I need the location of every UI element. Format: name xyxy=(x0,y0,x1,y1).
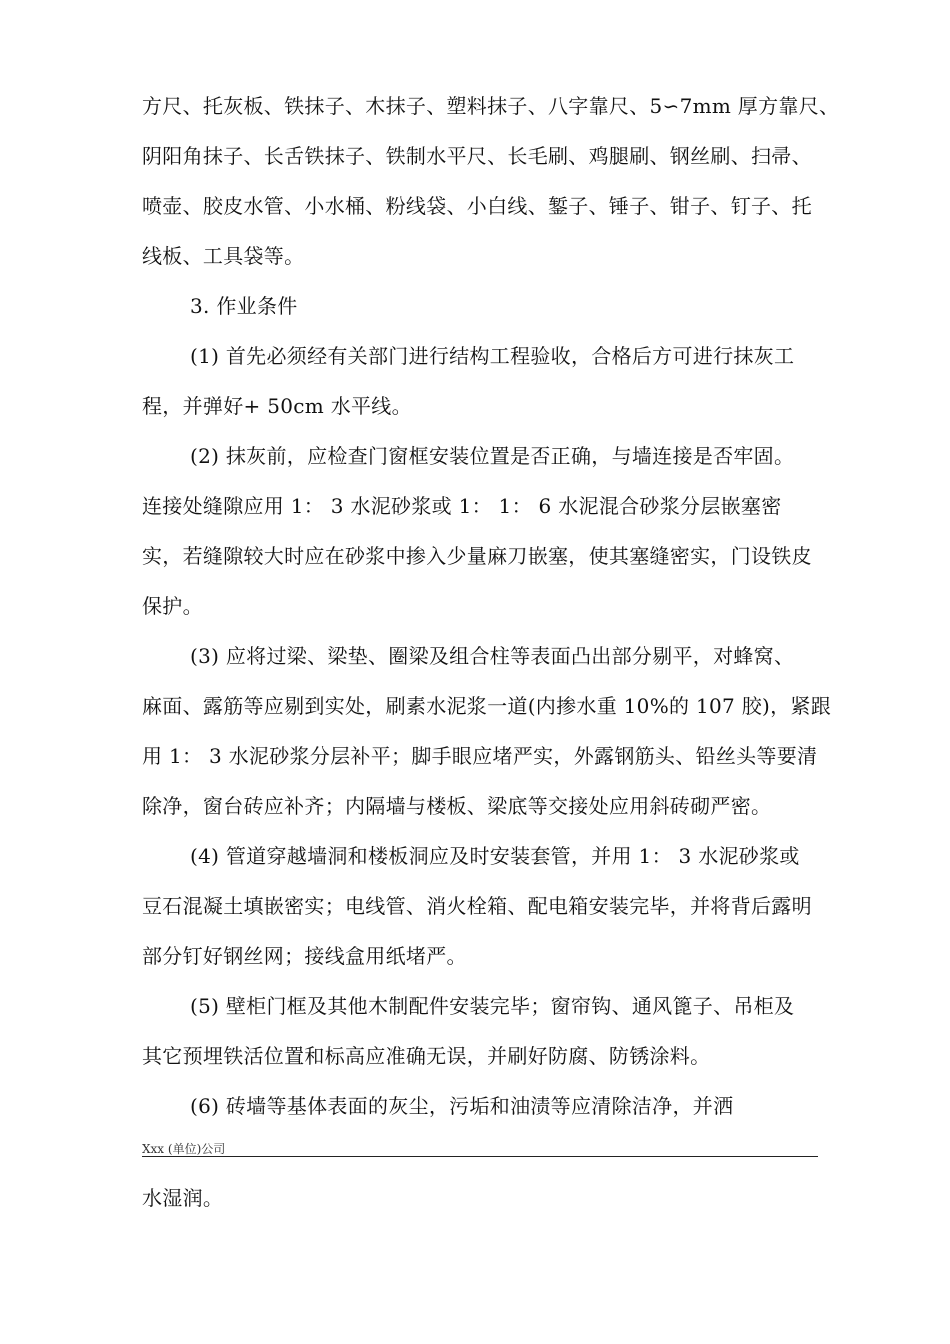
item-3-line-1: (3) 应将过梁、梁垫、圈梁及组合柱等表面凸出部分剔平，对蜂窝、 xyxy=(190,644,795,668)
item-4-line-2: 豆石混凝土填嵌密实；电线管、消火栓箱、配电箱安装完毕，并将背后露明 xyxy=(142,894,812,918)
item-3-line-2: 麻面、露筋等应剔到实处，刷素水泥浆一道(内掺水重 10%的 107 胶)，紧跟 xyxy=(142,694,832,718)
item-2-line-2: 连接处缝隙应用 1： 3 水泥砂浆或 1： 1： 6 水泥混合砂浆分层嵌塞密 xyxy=(142,494,782,518)
item-4-line-1: (4) 管道穿越墙洞和楼板洞应及时安装套管，并用 1： 3 水泥砂浆或 xyxy=(190,844,800,868)
item-2-line-4: 保护。 xyxy=(142,594,203,618)
item-3-line-4: 除净，窗台砖应补齐；内隔墙与楼板、梁底等交接处应用斜砖砌严密。 xyxy=(142,794,772,818)
body-line-4: 线板、工具袋等。 xyxy=(142,244,305,268)
footer-company-label: Xxx (单位)公司 xyxy=(142,1142,226,1156)
body-line-1: 方尺、托灰板、铁抹子、木抹子、塑料抹子、八字靠尺、5∽7mm 厚方靠尺、 xyxy=(142,94,840,118)
item-2-line-3: 实，若缝隙较大时应在砂浆中掺入少量麻刀嵌塞，使其塞缝密实，门设铁皮 xyxy=(142,544,812,568)
item-6-line-1: (6) 砖墙等基体表面的灰尘，污垢和油渍等应清除洁净，并洒 xyxy=(190,1094,734,1118)
item-5-line-2: 其它预埋铁活位置和标高应准确无误，并刷好防腐、防锈涂料。 xyxy=(142,1044,711,1068)
item-1-line-2: 程，并弹好+ 50cm 水平线。 xyxy=(142,394,412,418)
item-3-line-3: 用 1： 3 水泥砂浆分层补平；脚手眼应堵严实，外露钢筋头、铅丝头等要清 xyxy=(142,744,818,768)
item-2-line-1: (2) 抹灰前，应检查门窗框安装位置是否正确，与墙连接是否牢固。 xyxy=(190,444,795,468)
body-line-2: 阴阳角抹子、长舌铁抹子、铁制水平尺、长毛刷、鸡腿刷、钢丝刷、扫帚、 xyxy=(142,144,812,168)
item-5-line-1: (5) 壁柜门框及其他木制配件安装完毕；窗帘钩、通风篦子、吊柜及 xyxy=(190,994,795,1018)
section-heading: 3. 作业条件 xyxy=(190,294,298,318)
body-line-3: 喷壶、胶皮水管、小水桶、粉线袋、小白线、錾子、锤子、钳子、钉子、托 xyxy=(142,194,812,218)
item-1-line-1: (1) 首先必须经有关部门进行结构工程验收，合格后方可进行抹灰工 xyxy=(190,344,795,368)
item-4-line-3: 部分钉好钢丝网；接线盒用纸堵严。 xyxy=(142,944,467,968)
footer-divider xyxy=(142,1156,818,1157)
item-6-line-2: 水湿润。 xyxy=(142,1186,224,1210)
